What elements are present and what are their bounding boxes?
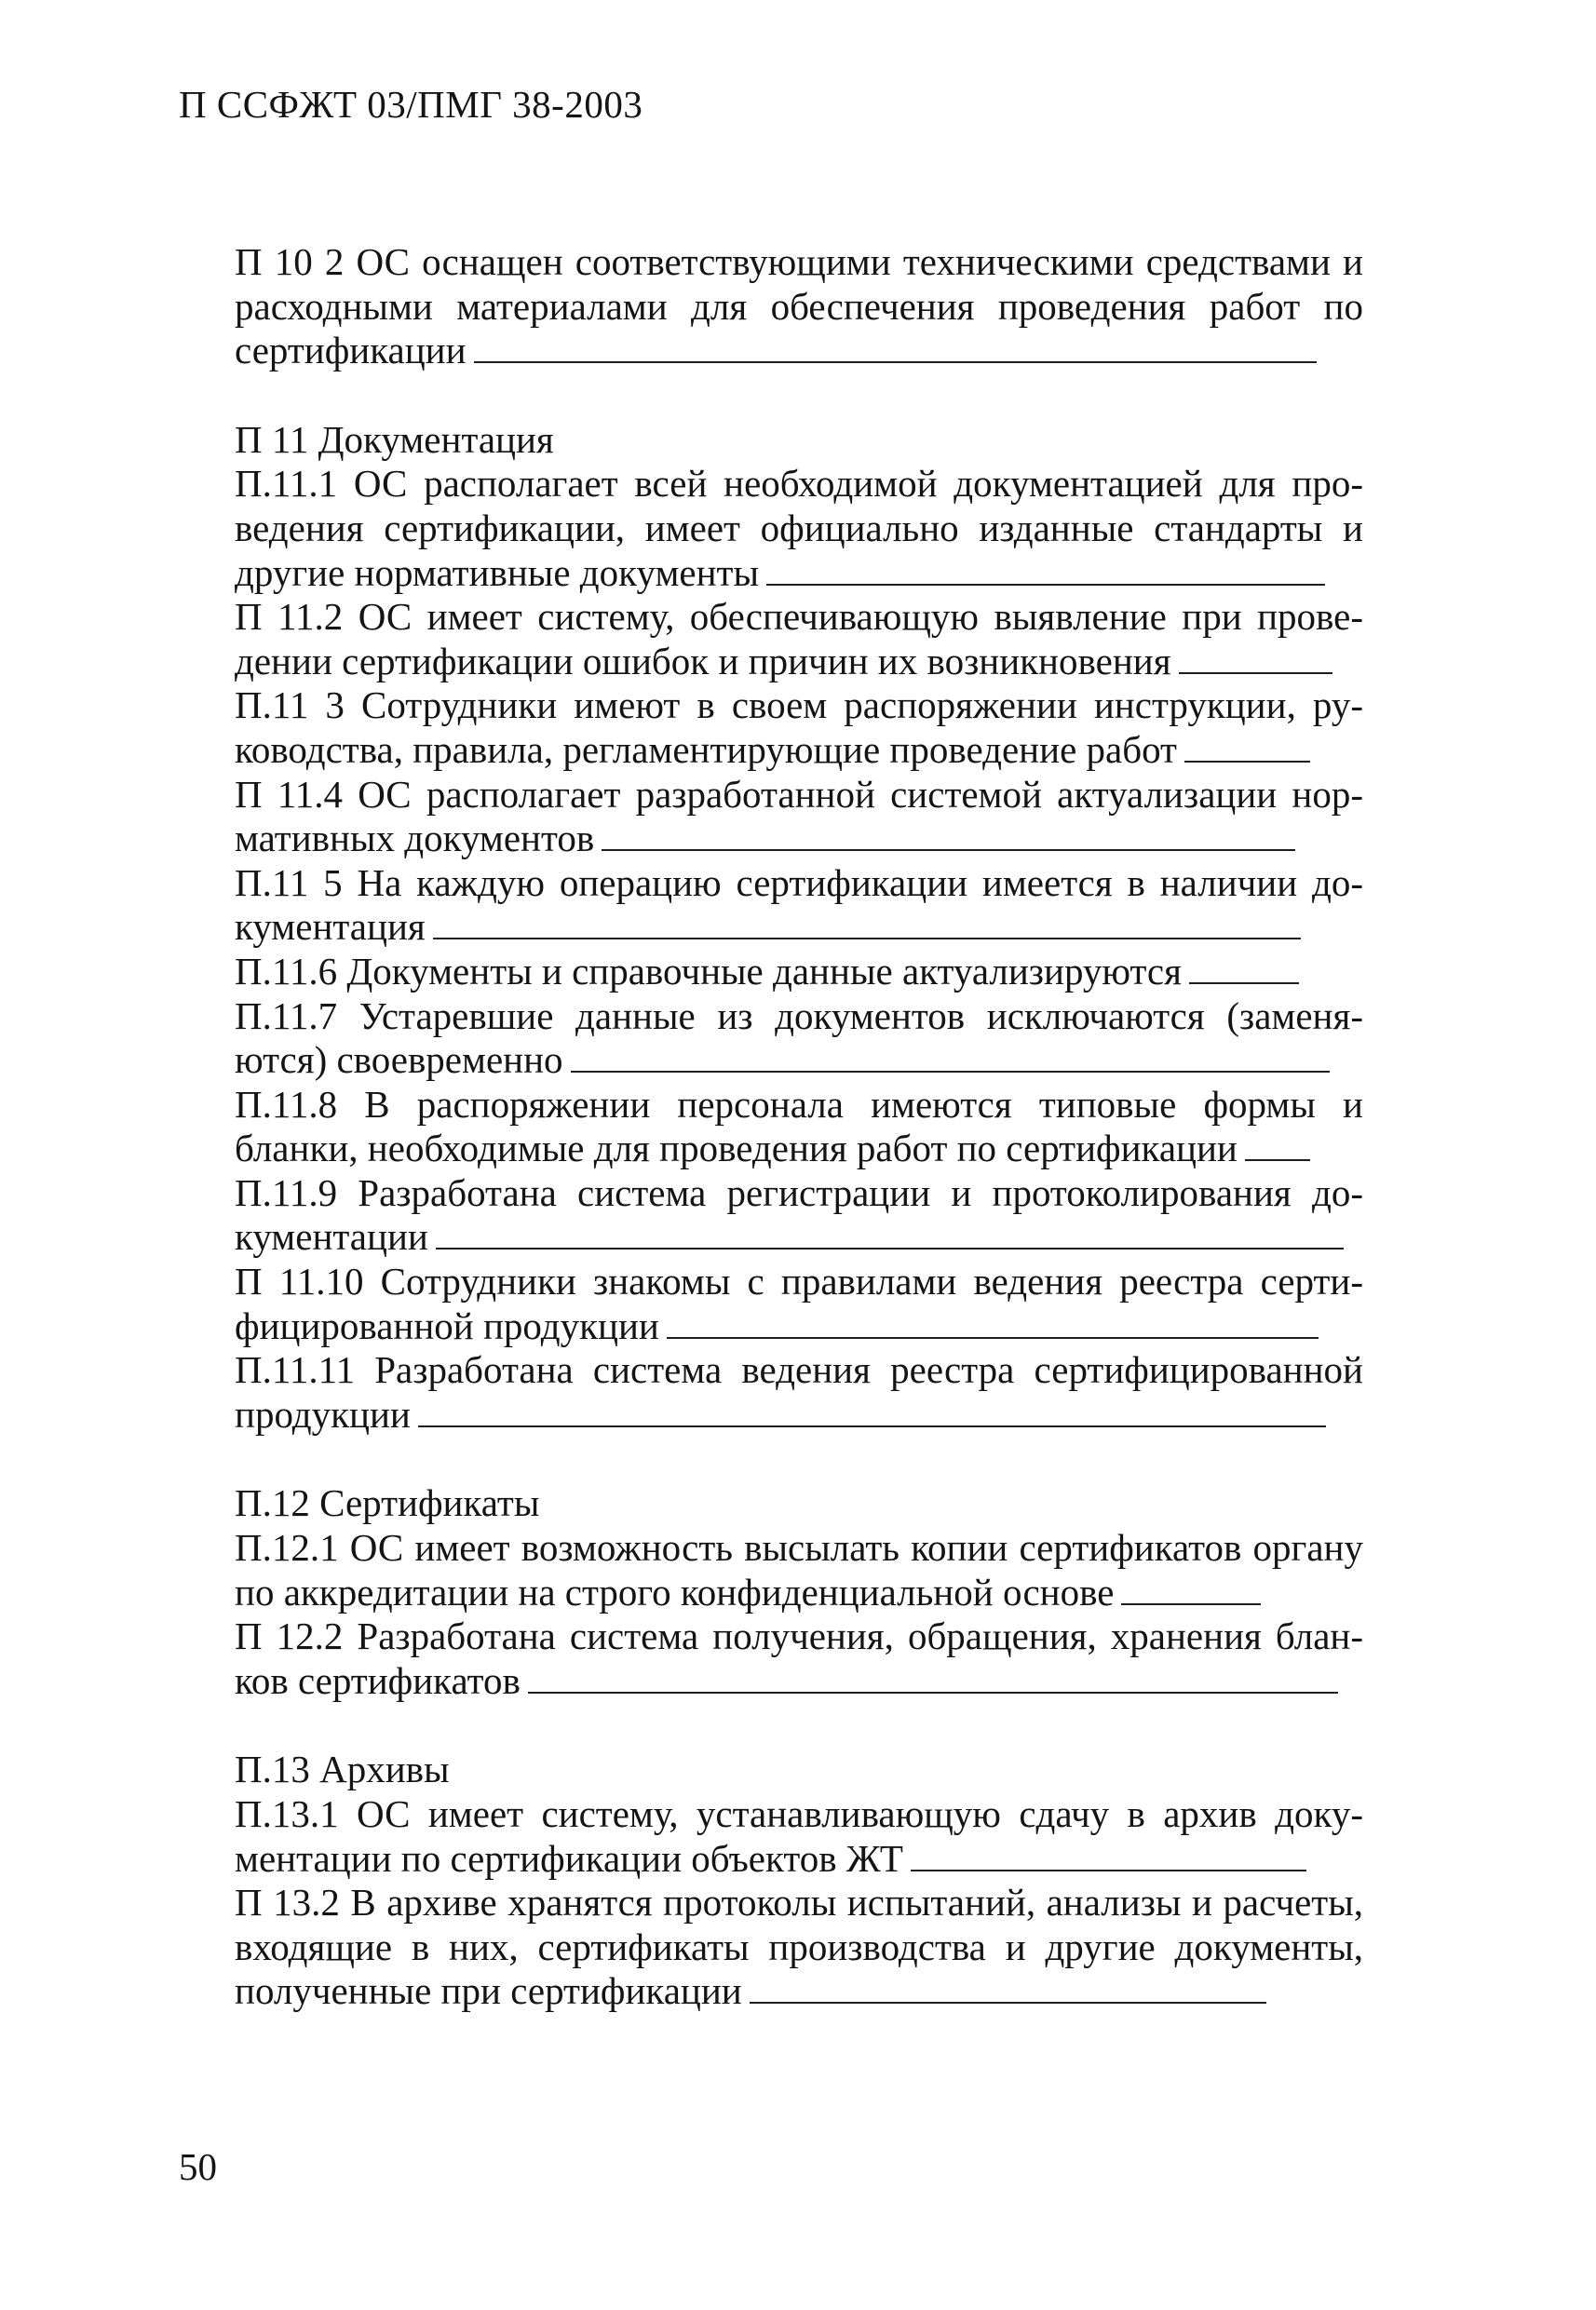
item-p13-2 xyxy=(235,1881,1363,2014)
fill-in-line xyxy=(667,1337,1319,1339)
item-text: П.11.6 Документы и справочные данные актуализируются xyxy=(235,949,1182,993)
item-text: П 12.2 Разработана система получения, обращения, хранения бланков сертификатов xyxy=(235,1614,1363,1702)
item-text: П.11 5 На каждую операцию сертификации имеется в наличии документация xyxy=(235,860,1363,949)
item-p11-5 xyxy=(235,861,1363,950)
fill-in-line xyxy=(911,1870,1306,1871)
fill-in-line xyxy=(418,1425,1326,1427)
fill-in-line xyxy=(1121,1603,1261,1605)
item-p11-2 xyxy=(235,595,1363,683)
page-number: 50 xyxy=(179,2145,217,2188)
item-p11-1 xyxy=(235,462,1363,595)
item-p11-7 xyxy=(235,994,1363,1083)
fill-in-line xyxy=(1179,672,1332,674)
item-p11-8 xyxy=(235,1083,1363,1171)
item-p11-4 xyxy=(235,773,1363,861)
item-text: П.11.9 Разработана система регистрации и протоколирования документации xyxy=(235,1170,1363,1259)
item-text: П 13.2 В архиве хранятся протоколы испытаний, анализы и расчеты, входящие в них, сертификаты производства и другие документы, полученные при сертификации xyxy=(235,1881,1363,2013)
item-p12-2 xyxy=(235,1614,1363,1703)
item-p10-2 xyxy=(235,240,1363,373)
item-text: П 11.10 Сотрудники знакомы с правилами ведения реестра сертифицированной продукции xyxy=(235,1260,1363,1347)
fill-in-line xyxy=(433,938,1301,939)
fill-in-line xyxy=(1189,982,1299,984)
item-p11-11 xyxy=(235,1348,1363,1437)
section-title-certificates: П.12 Сертификаты xyxy=(235,1481,540,1525)
item-text: П 10 2 ОС оснащен соответствующими техническими средствами и расходными материалами для обеспечения проведения работ по сертификации xyxy=(235,240,1363,372)
item-text: П.11 3 Сотрудники имеют в своем распоряжении инструкции, руководства, правила, регламентирующие проведение работ xyxy=(235,683,1363,771)
item-p11-3 xyxy=(235,683,1363,772)
section-title-archives: П.13 Архивы xyxy=(235,1748,450,1791)
item-text: П.13.1 ОС имеет систему, устанавливающую сдачу в архив документации по сертификации объектов ЖТ xyxy=(235,1792,1363,1880)
fill-in-line xyxy=(1184,761,1310,763)
document-code-header: П ССФЖТ 03/ПМГ 38-2003 xyxy=(179,83,643,126)
fill-in-line xyxy=(750,2002,1266,2004)
item-p11-10 xyxy=(235,1260,1363,1348)
section-title-documentation: П 11 Документация xyxy=(235,417,554,461)
document-body xyxy=(235,240,1363,2014)
fill-in-line xyxy=(602,849,1295,851)
item-text: П.11.11 Разработана система ведения реестра сертифицированной продукции xyxy=(235,1348,1363,1436)
item-p11-9 xyxy=(235,1171,1363,1260)
item-text: П.11.1 ОС располагает всей необходимой документацией для проведения сертификации, имеет официально изданные стандарты и другие нормативные документы xyxy=(235,462,1363,594)
item-text: П.11.7 Устаревшие данные из документов исключаются (заменяются) своевременно xyxy=(235,993,1363,1082)
item-text: П 11.4 ОС располагает разработанной системой актуализации нормативных документов xyxy=(235,772,1363,860)
fill-in-line xyxy=(528,1692,1338,1694)
fill-in-line xyxy=(571,1071,1330,1073)
fill-in-line xyxy=(474,361,1317,363)
item-p11-6 xyxy=(235,950,1363,994)
item-text: П.11.8 В распоряжении персонала имеются типовые формы и бланки, необходимые для проведения работ по сертификации xyxy=(235,1082,1363,1170)
item-text: П.12.1 ОС имеет возможность высылать копии сертификатов органу по аккредитации на строго конфиденциальной основе xyxy=(235,1526,1363,1614)
item-text: П 11.2 ОС имеет систему, обеспечивающую выявление при проведении сертификации ошибок и причин их возникновения xyxy=(235,595,1363,682)
fill-in-line xyxy=(436,1248,1344,1250)
fill-in-line xyxy=(1245,1159,1310,1161)
fill-in-line xyxy=(766,584,1325,586)
item-p13-1 xyxy=(235,1792,1363,1881)
item-p12-1 xyxy=(235,1526,1363,1614)
